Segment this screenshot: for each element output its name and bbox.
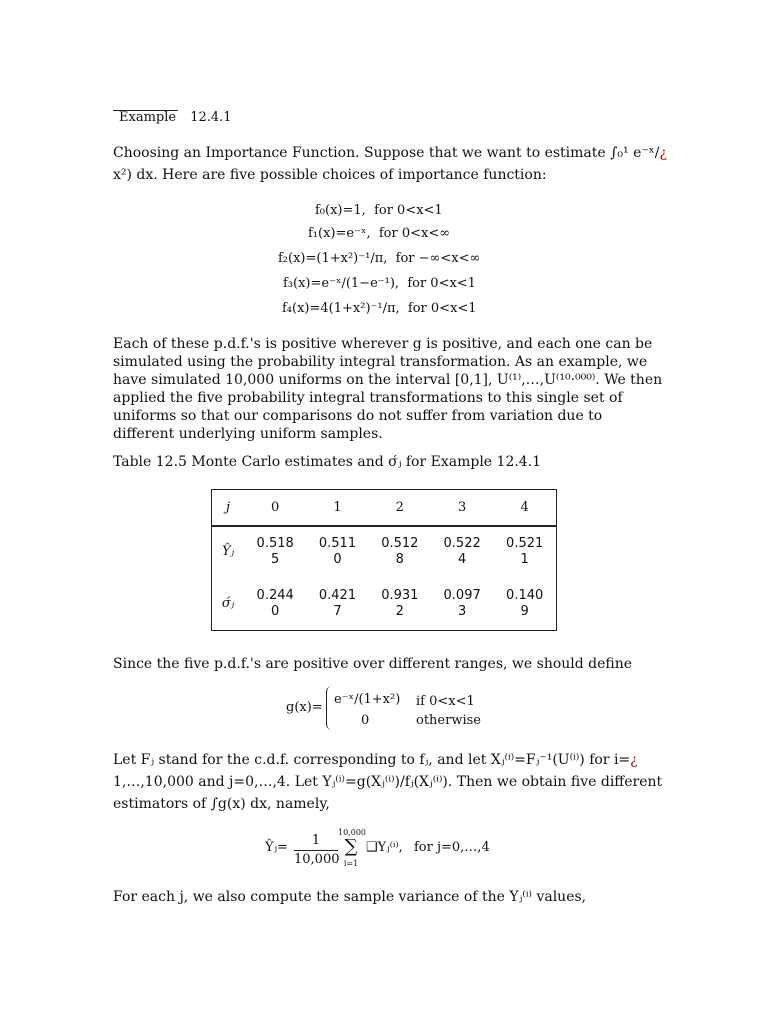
intro-marker: ¿ <box>659 145 667 161</box>
fraction-bar <box>294 850 338 851</box>
function-f3 <box>283 276 476 291</box>
table-cell: 0.140 9 <box>506 588 544 620</box>
paragraph-define-g: Since the five p.d.f.'s are positive over different ranges, we should define <box>113 656 633 672</box>
table-cell: 0.518 5 <box>256 536 294 568</box>
paragraph-estimators <box>113 749 673 815</box>
paragraph-line: have simulated 10,000 uniforms on the interval [0,1], U⁽¹⁾,…,U⁽¹⁰·⁰⁰⁰⁾. We then <box>113 372 663 388</box>
g-definition-brace <box>326 686 333 730</box>
table-cell: 0.522 4 <box>443 536 481 568</box>
paragraph-line: different underlying uniform samples. <box>113 426 383 442</box>
estimators-line-3: estimators of ∫g(x) dx, namely, <box>113 796 330 812</box>
paragraph-line: uniforms so that our comparisons do not suffer from variation due to <box>113 408 603 424</box>
monte-carlo-table <box>211 489 557 631</box>
sum-upper-limit: 10,000 <box>338 828 366 837</box>
function-f1-lhs: f₁(x)=e⁻ˣ, <box>308 226 371 241</box>
table-cell: 0.512 8 <box>381 536 419 568</box>
estimators-line-2: 1,…,10,000 and j=0,…,4. Let Yⱼ⁽ⁱ⁾=g(Xⱼ⁽ⁱ⁾)/fⱼ(Xⱼ⁽ⁱ⁾). Then we obtain five different <box>113 774 663 790</box>
estimator-body: ❑Yⱼ⁽ⁱ⁾, <box>366 840 403 855</box>
estimator-condition: for j=0,…,4 <box>414 840 490 855</box>
example-label: Example <box>119 110 177 125</box>
function-f3-lhs: f₃(x)=e⁻ˣ/(1−e⁻¹), <box>283 276 400 291</box>
table-header-cell: 1 <box>333 499 342 515</box>
paragraph-sample-variance: For each j, we also compute the sample variance of the Yⱼ⁽ⁱ⁾ values, <box>113 889 587 905</box>
table-cell: 0.521 1 <box>506 536 544 568</box>
table-caption: Table 12.5 Monte Carlo estimates and σ́ⱼ for Example 12.4.1 <box>113 454 542 470</box>
intro-line-2: x²) dx. Here are five possible choices of importance function: <box>113 167 547 183</box>
intro-paragraph <box>113 144 673 184</box>
example-heading <box>113 110 232 125</box>
paragraph-simulation <box>113 335 673 443</box>
function-f4 <box>282 301 477 316</box>
example-number: 12.4.1 <box>190 110 232 125</box>
estimators-marker: ¿ <box>630 752 638 768</box>
estimator-numerator: 1 <box>311 833 321 848</box>
table-header-row <box>212 490 557 526</box>
table-cell: 0.097 3 <box>443 588 481 620</box>
intro-line-1: Choosing an Importance Function. Suppose that we want to estimate ∫₀¹ e⁻ˣ/ <box>113 145 660 161</box>
paragraph-line: simulated using the probability integral transformation. As an example, we <box>113 354 648 370</box>
table-cell: 0.244 0 <box>256 588 294 620</box>
table-cell: 0.511 0 <box>318 536 357 568</box>
paragraph-line: Each of these p.d.f.'s is positive wherever g is positive, and each one can be <box>113 336 653 352</box>
g-definition-lhs: g(x)= <box>286 700 323 715</box>
table-cell: 0.931 2 <box>381 588 419 620</box>
table-header-cell: 2 <box>395 499 404 515</box>
function-f0-cond: for 0<x<1 <box>374 203 443 218</box>
row-label-estimate: Ŷⱼ <box>221 544 235 560</box>
table-header-cell: 3 <box>458 499 467 515</box>
function-f0 <box>315 203 443 218</box>
sum-symbol: ∑ <box>344 836 358 857</box>
function-f2-cond: for −∞<x<∞ <box>395 251 481 266</box>
table-row-estimate <box>212 526 557 579</box>
table-cell: 0.421 7 <box>318 588 357 620</box>
row-label-sigma: σ́ⱼ <box>221 596 235 612</box>
table-header-cell: 4 <box>520 499 529 515</box>
g-cond-2: otherwise <box>416 713 481 728</box>
table-row-sigma <box>212 578 557 630</box>
sum-lower-limit: i=1 <box>343 859 359 868</box>
table-header-label: j <box>225 499 231 515</box>
g-case-1: e⁻ˣ/(1+x²) <box>334 692 401 707</box>
estimator-lhs: Ŷⱼ= <box>265 840 288 855</box>
function-f2 <box>278 251 480 266</box>
estimator-denominator: 10,000 <box>294 852 340 867</box>
table-header-cell: 0 <box>271 499 280 515</box>
function-f2-lhs: f₂(x)=(1+x²)⁻¹/π, <box>278 251 388 266</box>
g-cond-1: if 0<x<1 <box>416 694 475 709</box>
function-f1-cond: for 0<x<∞ <box>378 226 451 241</box>
paragraph-line: applied the five probability integral transformations to this single set of <box>113 390 623 406</box>
estimators-line-1: Let Fⱼ stand for the c.d.f. corresponding to fⱼ, and let Xⱼ⁽ⁱ⁾=Fⱼ⁻¹(U⁽ⁱ⁾) for i= <box>113 752 631 768</box>
function-f1 <box>308 226 450 241</box>
function-f3-cond: for 0<x<1 <box>407 276 476 291</box>
function-f0-lhs: f₀(x)=1, <box>315 203 366 218</box>
function-f4-lhs: f₄(x)=4(1+x²)⁻¹/π, <box>282 301 400 316</box>
function-f4-cond: for 0<x<1 <box>407 301 477 316</box>
g-case-2: 0 <box>361 713 370 728</box>
